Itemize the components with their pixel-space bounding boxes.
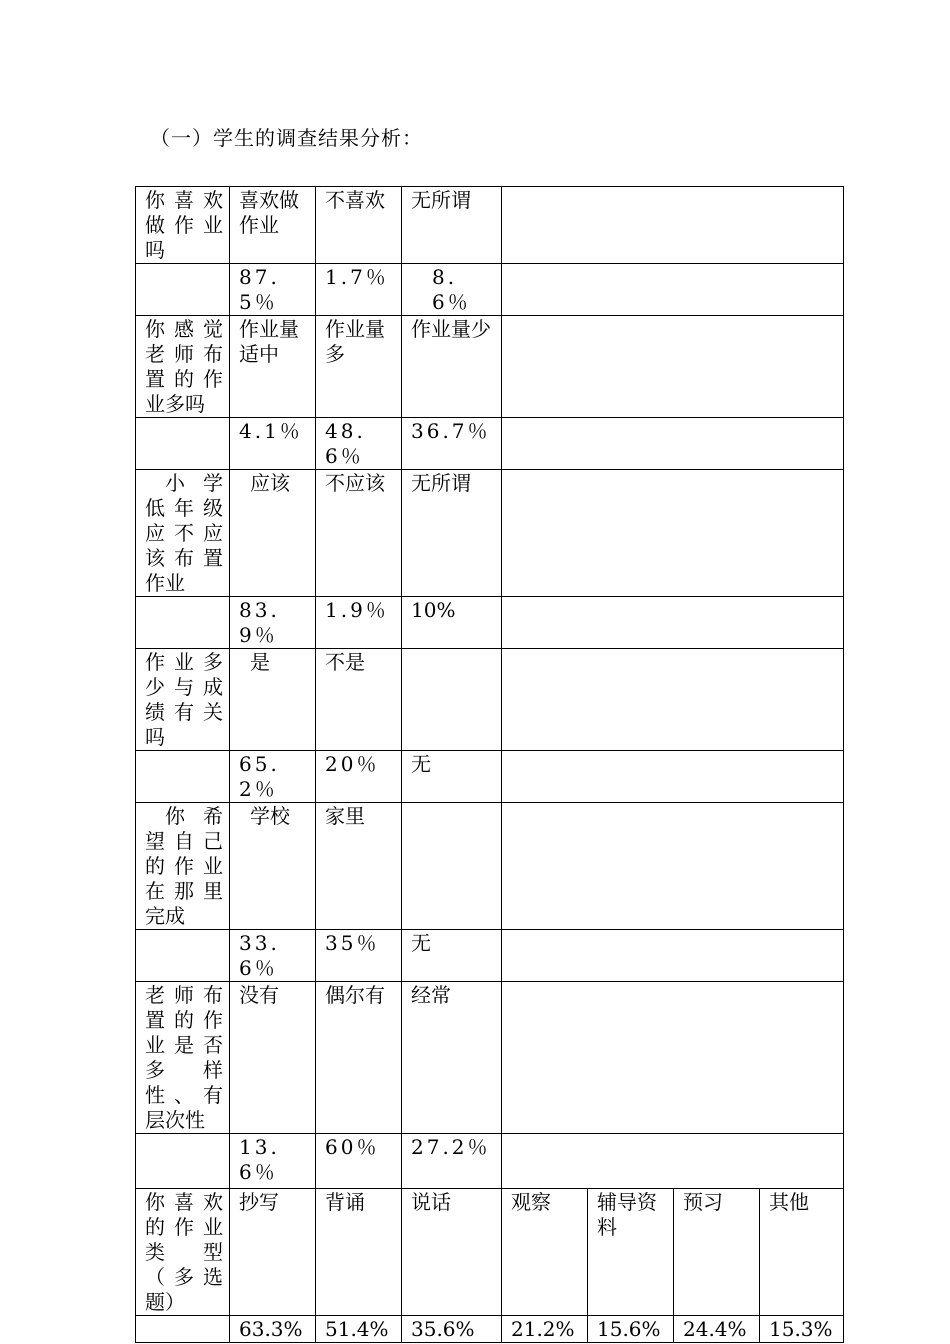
option-cell: 说话 xyxy=(402,1189,502,1316)
value-cell: 4.1％ xyxy=(230,418,316,470)
value-cell: 27.2％ xyxy=(402,1134,502,1189)
option-cell: 抄写 xyxy=(230,1189,316,1316)
option-cell: 无所谓 xyxy=(402,470,502,597)
value-cell: 33.6％ xyxy=(230,930,316,982)
percentage-row xyxy=(136,1134,844,1189)
option-cell: 经常 xyxy=(402,982,502,1134)
value-cell: 10% xyxy=(402,597,502,649)
value-cell: 35.6% xyxy=(402,1316,502,1343)
value-cell: 13.6％ xyxy=(230,1134,316,1189)
option-cell: 背诵 xyxy=(316,1189,402,1316)
option-cell xyxy=(402,803,502,930)
option-cell: 观察 xyxy=(502,1189,588,1316)
question-row xyxy=(136,982,844,1134)
question-row xyxy=(136,649,844,751)
option-cell: 不是 xyxy=(316,649,402,751)
survey-results-table xyxy=(135,186,844,1343)
question-row xyxy=(136,316,844,418)
value-cell: 1.9％ xyxy=(316,597,402,649)
value-cell: 35％ xyxy=(316,930,402,982)
question-row xyxy=(136,1189,844,1316)
value-cell: 63.3% xyxy=(230,1316,316,1343)
question-cell: 你喜欢做作业吗 xyxy=(136,187,230,264)
percentage-row xyxy=(136,418,844,470)
option-cell: 应该 xyxy=(230,470,316,597)
empty-cell xyxy=(502,803,844,930)
empty-cell xyxy=(502,470,844,597)
percentage-row xyxy=(136,597,844,649)
question-row xyxy=(136,470,844,597)
percentage-row xyxy=(136,751,844,803)
option-cell xyxy=(402,649,502,751)
empty-cell xyxy=(136,751,230,803)
value-cell: 1.7％ xyxy=(316,264,402,316)
section-heading: （一）学生的调查结果分析： xyxy=(150,126,423,150)
question-cell: 你希望自己的作业在那里完成 xyxy=(136,803,230,930)
question-row xyxy=(136,803,844,930)
value-cell: 20％ xyxy=(316,751,402,803)
question-cell: 作业多少与成绩有关吗 xyxy=(136,649,230,751)
question-cell: 你喜欢的作业类型（多选题） xyxy=(136,1189,230,1316)
percentage-row xyxy=(136,930,844,982)
empty-cell xyxy=(502,597,844,649)
empty-cell xyxy=(136,597,230,649)
value-cell: 36.7％ xyxy=(402,418,502,470)
option-cell: 作业量多 xyxy=(316,316,402,418)
empty-cell xyxy=(136,930,230,982)
option-cell: 不喜欢 xyxy=(316,187,402,264)
option-cell: 偶尔有 xyxy=(316,982,402,1134)
value-cell: 8.6％ xyxy=(402,264,502,316)
option-cell: 喜欢做作业 xyxy=(230,187,316,264)
empty-cell xyxy=(136,1316,230,1343)
value-cell: 24.4% xyxy=(674,1316,760,1343)
empty-cell xyxy=(502,751,844,803)
empty-cell xyxy=(502,1134,844,1189)
option-cell: 学校 xyxy=(230,803,316,930)
value-cell: 51.4% xyxy=(316,1316,402,1343)
option-cell: 辅导资料 xyxy=(588,1189,674,1316)
option-cell: 作业量适中 xyxy=(230,316,316,418)
value-cell: 83.9％ xyxy=(230,597,316,649)
question-cell: 老师布置的作业是否多样性、有层次性 xyxy=(136,982,230,1134)
percentage-row xyxy=(136,264,844,316)
option-cell: 不应该 xyxy=(316,470,402,597)
option-cell: 作业量少 xyxy=(402,316,502,418)
empty-cell xyxy=(502,316,844,418)
option-cell: 预习 xyxy=(674,1189,760,1316)
option-cell: 家里 xyxy=(316,803,402,930)
value-cell: 无 xyxy=(402,930,502,982)
empty-cell xyxy=(502,930,844,982)
empty-cell xyxy=(502,418,844,470)
option-cell: 无所谓 xyxy=(402,187,502,264)
value-cell: 48.6％ xyxy=(316,418,402,470)
value-cell: 21.2% xyxy=(502,1316,588,1343)
empty-cell xyxy=(502,187,844,264)
value-cell: 15.3% xyxy=(760,1316,844,1343)
value-cell: 15.6% xyxy=(588,1316,674,1343)
question-row xyxy=(136,187,844,264)
empty-cell xyxy=(502,982,844,1134)
empty-cell xyxy=(502,649,844,751)
value-cell: 无 xyxy=(402,751,502,803)
empty-cell xyxy=(502,264,844,316)
percentage-row xyxy=(136,1316,844,1343)
empty-cell xyxy=(136,264,230,316)
value-cell: 60％ xyxy=(316,1134,402,1189)
empty-cell xyxy=(136,418,230,470)
option-cell: 其他 xyxy=(760,1189,844,1316)
option-cell: 是 xyxy=(230,649,316,751)
empty-cell xyxy=(136,1134,230,1189)
value-cell: 87.5％ xyxy=(230,264,316,316)
option-cell: 没有 xyxy=(230,982,316,1134)
value-cell: 65.2％ xyxy=(230,751,316,803)
question-cell: 你感觉老师布置的作业多吗 xyxy=(136,316,230,418)
question-cell: 小学低年级应不应该布置作业 xyxy=(136,470,230,597)
